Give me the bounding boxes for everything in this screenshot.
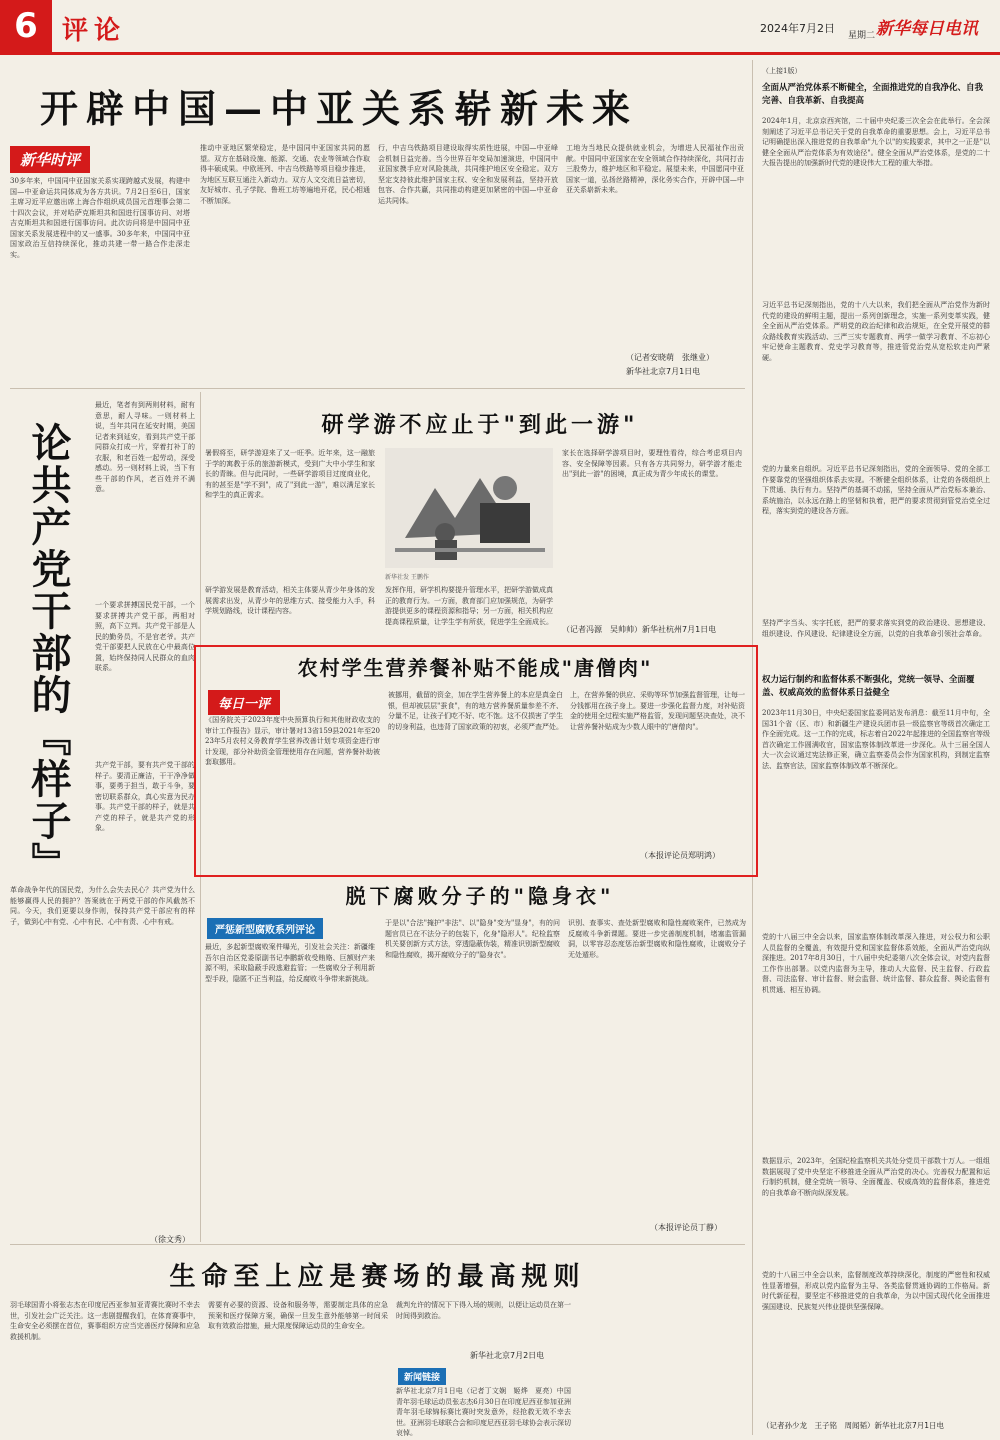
study-tour-headline: 研学游不应止于"到此一游" bbox=[321, 412, 639, 438]
section-title: 评论 bbox=[62, 16, 127, 46]
corruption-byline: （本报评论员丁静） bbox=[650, 1223, 722, 1232]
corruption-col-3: 识别、查事实、查处新型腐败和隐性腐败案件，已然成为反腐败斗争新课题。要进一步完善制度机制，堵塞监管漏洞，以零容忍态度惩治新型腐败和隐性腐败，让腐败分子无处遁形。 bbox=[568, 919, 746, 959]
study-tour-byline: （记者冯源 吴帅帅）新华社杭州7月1日电 bbox=[562, 625, 717, 634]
side-col-mid: 一个要求拼搏国民党干部，一个要求拼搏共产党干部，两相对照，高下立判。共产党干部是人民的勤务员，不是官老爷。共产党干部要把人民放在心中最高位置，始终保持同人民群众的血肉联系。 bbox=[95, 601, 195, 672]
right-para-7: 数据显示，2023年，全国纪检监察机关共处分党员干部数十万人。一组组数据展现了党中央坚定不移推进全面从严治党的决心。完善权力配置和运行制约机制，健全党统一领导、全面覆盖、权威高效的监督体系，推进党的自我革命不断向纵深发展。 bbox=[762, 1157, 990, 1197]
lead-col-4: 工地为当地民众提供就业机会，为增进人民福祉作出贡献。中国同中亚国家在安全领域合作持续深化，共同打击三股势力，维护地区和平稳定。展望未来，中国愿同中亚国家一道，弘扬丝路精神，深化务实合作，开辟中国—中亚关系崭新未来。 bbox=[566, 144, 744, 194]
issue-date: 2024年7月2日 bbox=[760, 22, 835, 35]
paper-logo: 新华每日电讯 bbox=[876, 19, 978, 39]
sport-col-3: 裁判允许的情况下下得入场的规则，以便让运动员在第一时间得到救治。 bbox=[396, 1301, 571, 1320]
right-para-3: 党的力量来自组织。习近平总书记深刻指出，党的全面领导、党的全部工作要靠党的坚强组织体系去实现。不断健全组织体系，让党的各级组织上下贯通、执行有力。坚持严的基调不动摇，坚持全面从严治党标本兼治、系统施治，以永远在路上的坚韧和执着，把严的要求贯彻到管党治党全过程，落实到党的建设各方面。 bbox=[762, 465, 990, 515]
right-para-8: 党的十八届三中全会以来，监督制度改革持续深化，制度的严密性和权威性显著增强，形成以党内监督为主导、各类监督贯通协调的工作格局。新时代新征程，要坚定不移推进党的自我革命，为以中国式现代化全面推进强国建设、民族复兴伟业提供坚强保障。 bbox=[762, 1271, 990, 1311]
corruption-col-2: 于是以"合法"掩护"非法"、以"隐身"变为"显身"，有的问题官员已在不法分子的包装下，化身"隐形人"。纪检监察机关要创新方式方法，穿透隐蔽伪装，精准识别新型腐败和隐性腐败，揭开腐败分子的"隐身衣"。 bbox=[385, 919, 560, 959]
series-tag: 严惩新型腐败系列评论 bbox=[207, 918, 323, 939]
issue-weekday: 星期二 bbox=[848, 31, 876, 41]
nutrition-headline: 农村学生营养餐补贴不能成"唐僧肉" bbox=[297, 656, 653, 680]
corruption-headline: 脱下腐败分子的"隐身衣" bbox=[345, 884, 615, 908]
daily-commentary-tag: 每日一评 bbox=[208, 690, 280, 715]
page-number: 6 bbox=[0, 0, 52, 52]
news-link-tag: 新闻链接 bbox=[398, 1368, 446, 1385]
lead-byline: （记者安晓萌 张继业） bbox=[626, 353, 714, 362]
section-rule bbox=[10, 388, 745, 389]
sport-link-text: 新华社北京7月1日电（记者丁文娴 姬烨 夏亮）中国青年羽毛球运动员张志杰6月30日在印度尼西亚参加亚洲青年羽毛球锦标赛比赛时突发意外，经抢救无效不幸去世。亚洲羽毛球联合会和印度尼西亚羽毛球协会表示深切哀悼。 bbox=[396, 1387, 571, 1436]
xinhua-commentary-tag: 新华时评 bbox=[10, 146, 90, 173]
nutrition-col-3: 上，在营养餐的供应、采购等环节加强监督管理，让每一分钱都用在孩子身上。要进一步强化监督力度，对补贴资金的使用全过程实施严格监管，发现问题坚决查处，决不让营养餐补贴成为少数人眼中的"唐僧肉"。 bbox=[570, 691, 745, 731]
right-para-6: 党的十八届三中全会以来，国家监察体制改革深入推进，对公权力和公职人员监督的全覆盖，有效提升党和国家监督体系效能，全面从严治党向纵深推进。2017年8月30日，十八届中央纪委第八次全体会议，对党内监督工作作出部署。以党内监督为主导，推动人大监督、民主监督、行政监督、司法监督、审计监督、财会监督、统计监督、群众监督、舆论监督有机贯通、相互协调。 bbox=[762, 933, 990, 994]
side-col-mid2: 共产党干部，要有共产党干部的样子。要清正廉洁，干干净净做事，要勇于担当，敢于斗争，要密切联系群众，真心实意为民办事。共产党干部的样子，就是共产党的样子，就是共产党的形象。 bbox=[95, 761, 195, 832]
right-para-5: 2023年11月30日，中央纪委国家监委网站发布消息：截至11月中旬，全国31个省（区、市）和新疆生产建设兵团市县一级监察官等级首次确定工作全面完成。这一工作的完成，标志着自2022年起推进的全国监察官等级首次确定工作圆满收官，国家监察体制改革进一步深化。从十三届全国人大一次会议通过宪法修正案，确立监察委员会作为国家机构，到制定监察法、监察官法，国家监察体制改革不断深化。 bbox=[762, 709, 990, 770]
side-col-top: 最近，笔者有到两则材料，耐有意思，耐人寻味。一则材料上说，当年共同在延安时期，美国记者来到延安，看到共产党干部同群众打成一片，穿着打补丁的衣服，和老百姓一起劳动，深受感动。另一则材料上说，当下有些干部的作风，老百姓并不满意。 bbox=[95, 401, 195, 493]
nutrition-col-1: 《国务院关于2023年度中央预算执行和其他财政收支的审计工作报告》显示，审计署对13省159县2021年至2023年5月农村义务教育学生营养改善计划专项资金进行审计发现，部分补助资金管理使用存在问题，营养餐补助被套取挪用。 bbox=[205, 716, 380, 766]
lead-col-3: 行，中吉乌铁路项目建设取得实质性进展，中国—中亚峰会机制日益完善。当今世界百年变局加速演进，中国同中亚国家携手应对风险挑战，共同维护地区安全稳定。双方坚定支持彼此维护国家主权、安全和发展利益，坚持开放包容、合作共赢，共同推动构建更加紧密的中国—中亚命运共同体。 bbox=[378, 144, 558, 205]
right-byline: （记者孙少龙 王子铭 周闻韬）新华社北京7月1日电 bbox=[762, 1421, 945, 1430]
side-byline: （徐文秀） bbox=[150, 1235, 190, 1244]
study-tour-illustration bbox=[385, 448, 553, 568]
lead-col-2: 推动中亚地区繁荣稳定，是中国同中亚国家共同的愿望。双方在基础设施、能源、交通、农业等领域合作取得丰硕成果。中欧班列、中吉乌铁路等项目稳步推进，为地区互联互通注入新动力。双方人文交流日益密切，友好城市、孔子学院、鲁班工坊等遍地开花，民心相通不断加深。 bbox=[200, 144, 370, 205]
right-para-4: 坚持严字当头、实字托底，把严的要求落实到党的政治建设、思想建设、组织建设、作风建设、纪律建设全方面，以党的自我革命引领社会革命。 bbox=[762, 619, 990, 638]
corruption-col-1: 最近，多起新型腐败案件曝光，引发社会关注：新疆维吾尔自治区党委原副书记李鹏新收受贿赂、巨额财产来源不明，采取隐蔽手段逃避监管；一些腐败分子利用新型手段，隐匿不正当利益，给反腐败斗争带来新挑战。 bbox=[205, 943, 375, 983]
study-tour-col-1b: 研学游发展是教育活动，相关主体要从青少年身体的发展需求出发，从青少年的思维方式、接受能力入手，科学规划路线，设计课程内容。 bbox=[205, 586, 375, 615]
study-tour-col-3: 家长在选择研学游项目时，要理性看待，综合考虑项目内容、安全保障等因素。只有各方共同努力，研学游才能走出"到此一游"的困境，真正成为青少年成长的课堂。 bbox=[562, 449, 742, 478]
nutrition-col-2: 被挪用，截留的资金，加在学生营养餐上的本应是真金白银，但却被层层"蚕食"，有的地方营养餐质量参差不齐、分量不足，让孩子们吃不好、吃不饱。这不仅损害了学生的切身利益，也违背了国家政策的初衷，必须严查严处。 bbox=[388, 691, 563, 731]
lead-headline: 开辟中国—中亚关系崭新未来 bbox=[40, 86, 639, 131]
bottom-rule bbox=[10, 1244, 745, 1245]
right-subheading-1: 全面从严治党体系不断健全，全面推进党的自我净化、自我完善、自我革新、自我提高 bbox=[762, 83, 984, 106]
sport-headline: 生命至上应是赛场的最高规则 bbox=[169, 1262, 586, 1292]
lead-col-1: 30多年来，中国同中亚国家关系实现跨越式发展，构建中国—中亚命运共同体成为各方共识。7月2日至6日，国家主席习近平应邀出席上海合作组织成员国元首理事会第二十四次会议，并对哈萨克斯坦共和国进行国事访问、对塔吉克斯坦共和国进行国事访问。此次访问将是中国同中亚国家关系发展进程中的又一盛事。30多年来，中国同中亚国家政治互信持续深化，推动共建一带一路合作走深走实。 bbox=[10, 177, 190, 259]
masthead-rule bbox=[0, 52, 1000, 55]
lead-dateline: 新华社北京7月1日电 bbox=[626, 367, 701, 376]
sport-col-1: 羽毛球国青小将张志杰在印度尼西亚参加亚青赛比赛时不幸去世，引发社会广泛关注。这一悲剧提醒我们，在体育赛事中，生命安全必须摆在首位，赛事组织方应当完善医疗保障和应急救援机制。 bbox=[10, 1301, 200, 1341]
study-tour-col-2: 发挥作用，研学机构要提升管理水平，把研学游做成真正的教育行为。一方面，教育部门应加强规范，为研学游提供更多的课程资源和指导；另一方面，相关机构应提高课程质量，让学生学有所获，促进学生全面成长。 bbox=[385, 586, 553, 626]
sport-col-2: 需要有必要的资源、设备和服务等，需要制定具体的应急预案和医疗保障方案，确保一旦发生意外能够第一时间采取有效救治措施，最大限度保障运动员的生命安全。 bbox=[208, 1301, 388, 1330]
sport-dateline: 新华社北京7月2日电 bbox=[470, 1351, 545, 1360]
nutrition-byline: （本报评论员郑明鸿） bbox=[640, 851, 720, 860]
cartoon-icon bbox=[385, 448, 553, 568]
right-subheading-2: 权力运行制约和监督体系不断强化，党统一领导、全面覆盖、权威高效的监督体系日益健全 bbox=[762, 675, 975, 698]
right-para-2: 习近平总书记深刻指出，党的十八大以来，我们把全面从严治党作为新时代党的建设的鲜明主题，提出一系列创新理念，实施一系列变革实践，健全全面从严治党体系。严明党的政治纪律和政治规矩，在全党开展党的群众路线教育实践活动、三严三实专题教育、两学一做学习教育、不忘初心牢记使命主题教育、党史学习教育等，推进管党治党从宽松软走向严紧硬。 bbox=[762, 301, 990, 362]
study-tour-col-1: 暑假将至，研学游迎来了又一旺季。近年来，这一融旅于学的寓教于乐的旅游新模式，受到广大中小学生和家长的青睐。但与此同时，一些研学游项目过度商业化，有的甚至是"学不到"，成了"到此一游"，难以满足家长和学生的真正需求。 bbox=[205, 449, 375, 499]
continuation-note: （上接1版） bbox=[762, 67, 802, 75]
side-headline: 论共产党干部的『样子』 bbox=[25, 422, 72, 884]
right-para-1: 2024年1月，北京京西宾馆，二十届中央纪委三次全会在此举行。全会深刻阐述了习近平总书记关于党的自我革命的重要思想。会上，习近平总书记明确提出深入推进党的自我革命"九个以"的实践要求，其中之一正是"以健全全面从严治党体系为有效途径"。健全全面从严治党体系，是党的二十大报告提出的加强新时代党的建设伟大工程的重大举措。 bbox=[762, 117, 990, 167]
illustration-caption: 新华社发 王鹏作 bbox=[385, 574, 429, 581]
side-col-bottom: 革命战争年代的国民党，为什么会失去民心？共产党为什么能够赢得人民的拥护？答案就在于两党干部的作风截然不同。今天，我们更要以身作则，保持共产党干部应有的样子，做到心中有党、心中有民、心中有责、心中有戒。 bbox=[10, 886, 195, 926]
